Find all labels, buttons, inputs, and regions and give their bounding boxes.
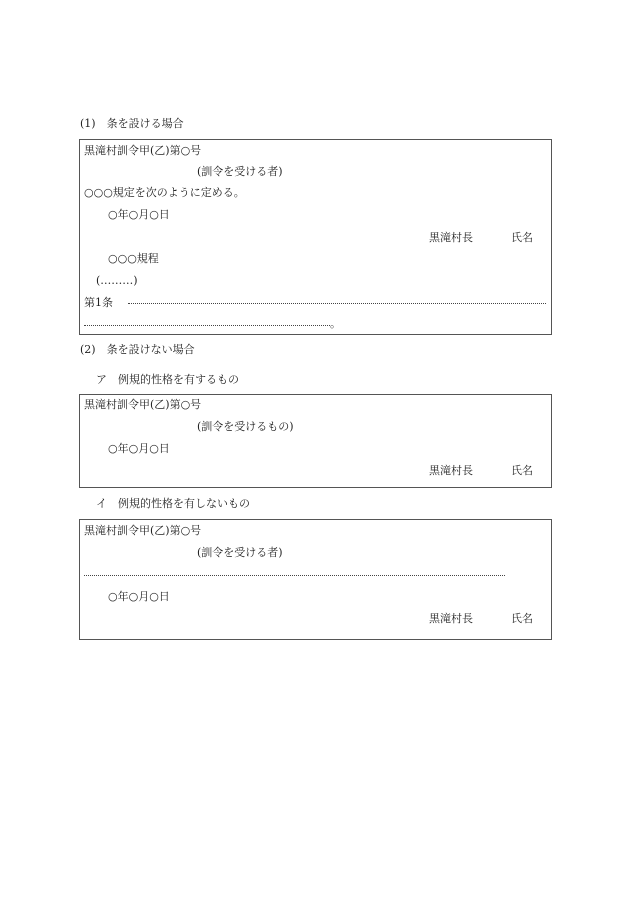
- article-dotted-line-1: [128, 303, 546, 304]
- section2i-heading: イ 例規的性格を有しないもの: [96, 497, 250, 510]
- section2i-signer-title: 黒滝村長: [429, 612, 473, 625]
- section1-signer-name: 氏名: [511, 231, 533, 244]
- section2a-heading: ア 例規的性格を有するもの: [96, 373, 239, 386]
- section2i-signer-name: 氏名: [511, 612, 533, 625]
- section1-heading: (1) 条を設ける場合: [80, 117, 184, 130]
- section1-signer-title: 黒滝村長: [429, 231, 473, 244]
- section2a-date: ○年○月○日: [108, 442, 170, 455]
- section1-box: [79, 139, 552, 335]
- section1-recipient: (訓令を受ける者): [197, 165, 283, 178]
- section2i-header-line: 黒滝村訓令甲(乙)第○号: [84, 524, 202, 537]
- section1-article-label: 第1条: [84, 296, 113, 309]
- section2a-signer-name: 氏名: [511, 464, 533, 477]
- section2a-header-line: 黒滝村訓令甲(乙)第○号: [84, 398, 202, 411]
- section2i-date: ○年○月○日: [108, 590, 170, 603]
- body-dotted-line: [84, 575, 505, 576]
- section1-regulation-title: ○○○規程: [108, 252, 159, 265]
- section2i-recipient: (訓令を受ける者): [197, 546, 283, 559]
- section1-article-end: 。: [330, 317, 341, 330]
- section2-heading: (2) 条を設けない場合: [80, 343, 195, 356]
- section1-caption: (………): [96, 274, 138, 287]
- section1-header-line: 黒滝村訓令甲(乙)第○号: [84, 144, 202, 157]
- section2a-recipient: (訓令を受けるもの): [197, 420, 294, 433]
- section2a-signer-title: 黒滝村長: [429, 464, 473, 477]
- article-dotted-line-2: [84, 325, 330, 326]
- section1-enactment: ○○○規定を次のように定める。: [84, 186, 245, 199]
- section1-date: ○年○月○日: [108, 208, 170, 221]
